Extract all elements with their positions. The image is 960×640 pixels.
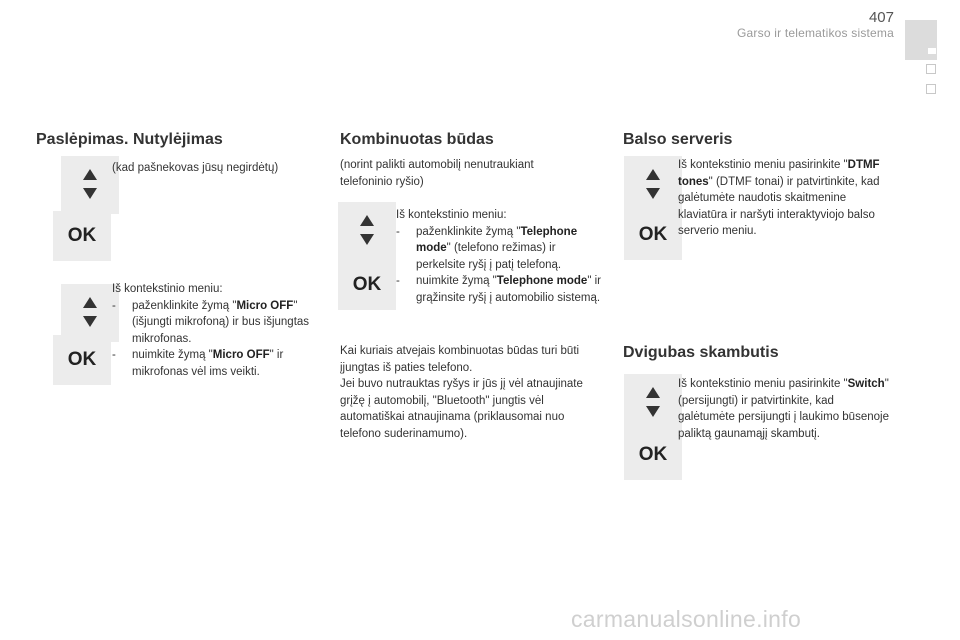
up-down-arrows-button [338,202,396,260]
arrow-up-icon [646,169,660,180]
arrow-down-icon [646,406,660,417]
menu-option-switch: Switch [847,378,885,390]
up-down-arrows-button [61,156,119,214]
chapter-tab [905,20,937,60]
arrow-down-icon [83,188,97,199]
section-title-double-call: Dvigubas skambutis [623,344,779,361]
side-index-box [926,84,936,94]
arrow-down-icon [83,316,97,327]
combined-mode-paragraph: Kai kuriais atvejais kombinuotas būdas turi būti įjungtas iš paties telefono. Jei buvo nutrauktas ryšys ir jūs jį vėl atnaujinate grįžę į automobilį, "Bluetooth" jungtis vėl automatiškai atnaujinama (priklausomai nuo telefono suderinamumo). [340,345,583,440]
page-number: 407 [868,9,894,26]
list-item: - nuimkite žymą "Micro OFF" ir mikrofonas vėl ims veikti. [112,349,284,378]
arrow-up-icon [646,387,660,398]
menu-option-telephone-mode: Telephone mode [416,225,578,255]
combined-mode-instructions [396,207,606,307]
chapter-title: Garso ir telematikos sistema [737,26,894,40]
menu-option-dtmf-tones: DTMF tones [678,159,880,188]
section-title-voice-server: Balso serveris [623,131,733,148]
combined-mode-note: (norint palikti automobilį nenutraukiant telefoninio ryšio) [340,159,534,188]
instructions-intro: Iš kontekstinio meniu: [112,283,223,295]
side-index-box [926,64,936,74]
section-title-combined-mode: Kombinuotas būdas [340,131,494,148]
arrow-up-icon [83,169,97,180]
ok-button: OK [53,335,111,385]
up-down-arrows-button [624,156,682,214]
voice-server-text: Iš kontekstinio meniu pasirinkite "DTMF tones" (DTMF tonai) ir patvirtinkite, kad galėtumėte naudotis skaitmenine klaviatūra ir naršyti interaktyviojo balso serverio meniu. [678,159,880,238]
ok-button: OK [624,430,682,480]
mute-instructions [112,281,322,381]
arrow-down-icon [646,188,660,199]
arrow-up-icon [360,215,374,226]
up-down-arrows-button [61,284,119,342]
menu-option-micro-off: Micro OFF [212,349,270,362]
ok-button: OK [338,260,396,310]
list-item: - nuimkite žymą "Telephone mode" ir grąžinsite ryšį į automobilio sistemą. [396,275,601,304]
ok-button: OK [624,210,682,260]
instructions-intro: Iš kontekstinio meniu: [396,209,507,221]
list-item: - paženklinkite žymą "Telephone mode" (telefono režimas) ir perkelsite ryšį į patį telefoną. [396,225,578,271]
list-item: - paženklinkite žymą "Micro OFF" (išjungti mikrofoną) ir bus išjungtas mikrofonas. [112,299,310,345]
section-title-mute: Paslėpimas. Nutylėjimas [36,131,223,148]
watermark: carmanualsonline.info [571,606,802,632]
up-down-arrows-button [624,374,682,432]
mute-note: (kad pašnekovas jūsų negirdėtų) [112,162,279,174]
ok-button: OK [53,211,111,261]
menu-option-telephone-mode: Telephone mode [496,275,588,288]
double-call-text: Iš kontekstinio meniu pasirinkite "Switch" (persijungti) ir patvirtinkite, kad galėtumėte persijungti į laukimo būsenoje paliktą gaunamąjį skambutį. [678,378,889,440]
menu-option-micro-off: Micro OFF [236,299,294,312]
arrow-down-icon [360,234,374,245]
arrow-up-icon [83,297,97,308]
chapter-tab-marker [928,48,936,54]
